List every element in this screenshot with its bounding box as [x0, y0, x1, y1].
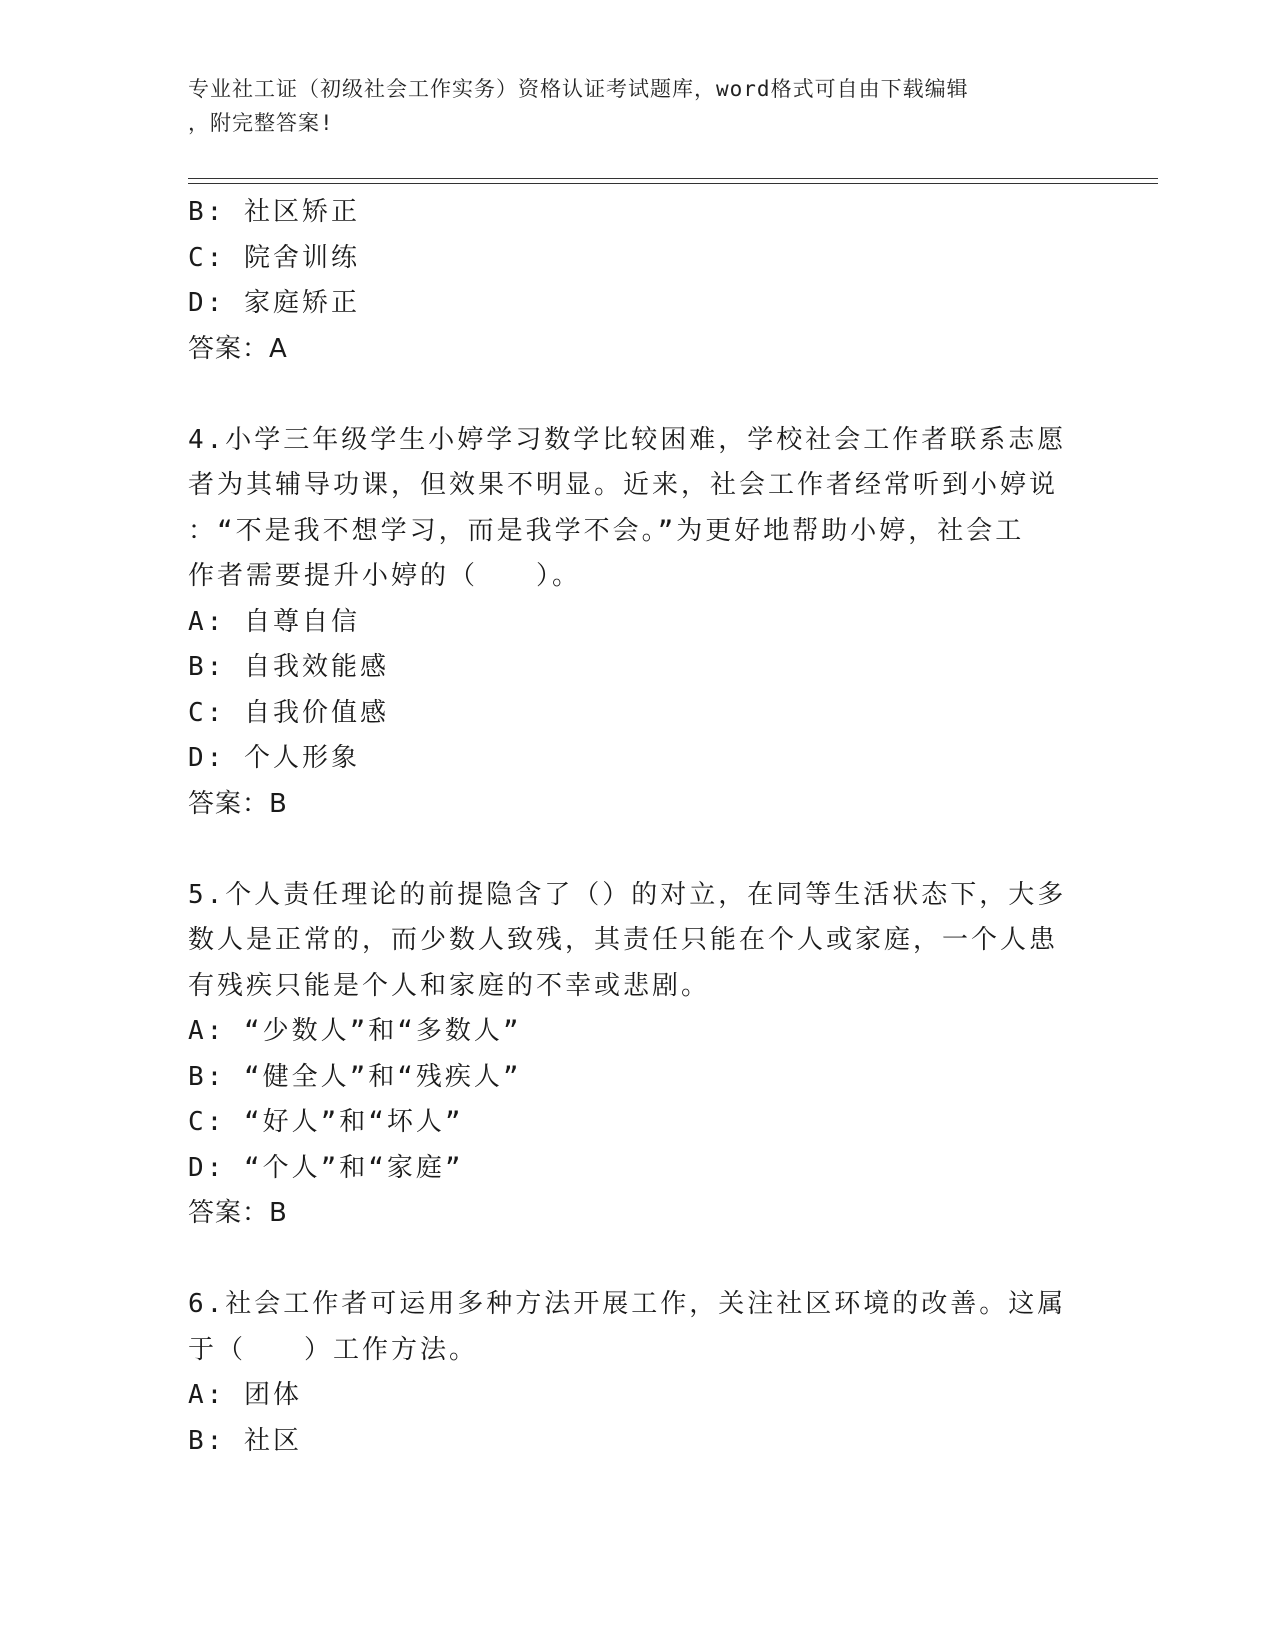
option-d: D: “个人”和“家庭” — [188, 1152, 464, 1183]
option-d: D: 家庭矫正 — [188, 288, 360, 318]
option-a: A: “少数人”和“多数人” — [188, 1016, 522, 1046]
answer: 答案：A — [188, 333, 288, 364]
option-c: C: 自我价值感 — [188, 697, 389, 728]
answer: 答案：B — [188, 1198, 288, 1228]
header-line-2: ，附完整答案! — [188, 111, 334, 135]
option-a: A: 自尊自信 — [188, 606, 360, 637]
question-6 — [188, 1282, 1068, 1464]
answer: 答案：B — [188, 788, 288, 819]
question-4 — [188, 418, 1068, 828]
question-stem-line: 者为其辅导功课，但效果不明显。近来，社会工作者经常听到小婷说 — [188, 470, 1059, 500]
spacer — [188, 1237, 1068, 1283]
question-stem-line: 作者需要提升小婷的（ ）。 — [188, 561, 582, 591]
question-3 — [188, 190, 1068, 372]
option-c: C: “好人”和“坏人” — [188, 1107, 464, 1137]
option-b: B: “健全人”和“残疾人” — [188, 1061, 522, 1092]
question-stem-line: 于（ ）工作方法。 — [188, 1334, 479, 1365]
option-b: B: 社区 — [188, 1425, 302, 1456]
question-stem-line: 5.个人责任理论的前提隐含了（）的对立，在同等生活状态下，大多 — [188, 879, 1067, 910]
question-stem-line: 有残疾只能是个人和家庭的不幸或悲剧。 — [188, 970, 711, 1001]
document-header — [188, 72, 1068, 140]
option-b: B: 社区矫正 — [188, 197, 360, 227]
question-stem-line: ：“不是我不想学习，而是我学不会。”为更好地帮助小婷，社会工 — [188, 515, 1025, 546]
spacer — [188, 827, 1068, 873]
option-a: A: 团体 — [188, 1380, 302, 1410]
header-divider-top — [188, 178, 1158, 179]
header-line-1: 专业社工证（初级社会工作实务）资格认证考试题库，word格式可自由下载编辑 — [188, 77, 969, 101]
question-5 — [188, 873, 1068, 1237]
question-stem-line: 4.小学三年级学生小婷学习数学比较困难，学校社会工作者联系志愿 — [188, 424, 1067, 455]
option-c: C: 院舍训练 — [188, 242, 360, 273]
option-b: B: 自我效能感 — [188, 652, 389, 682]
spacer — [188, 372, 1068, 418]
question-stem-line: 6.社会工作者可运用多种方法开展工作，关注社区环境的改善。这属 — [188, 1289, 1067, 1319]
question-stem-line: 数人是正常的，而少数人致残，其责任只能在个人或家庭，一个人患 — [188, 925, 1059, 955]
option-d: D: 个人形象 — [188, 743, 360, 773]
header-divider-bottom — [188, 183, 1158, 184]
question-list — [188, 190, 1068, 1464]
